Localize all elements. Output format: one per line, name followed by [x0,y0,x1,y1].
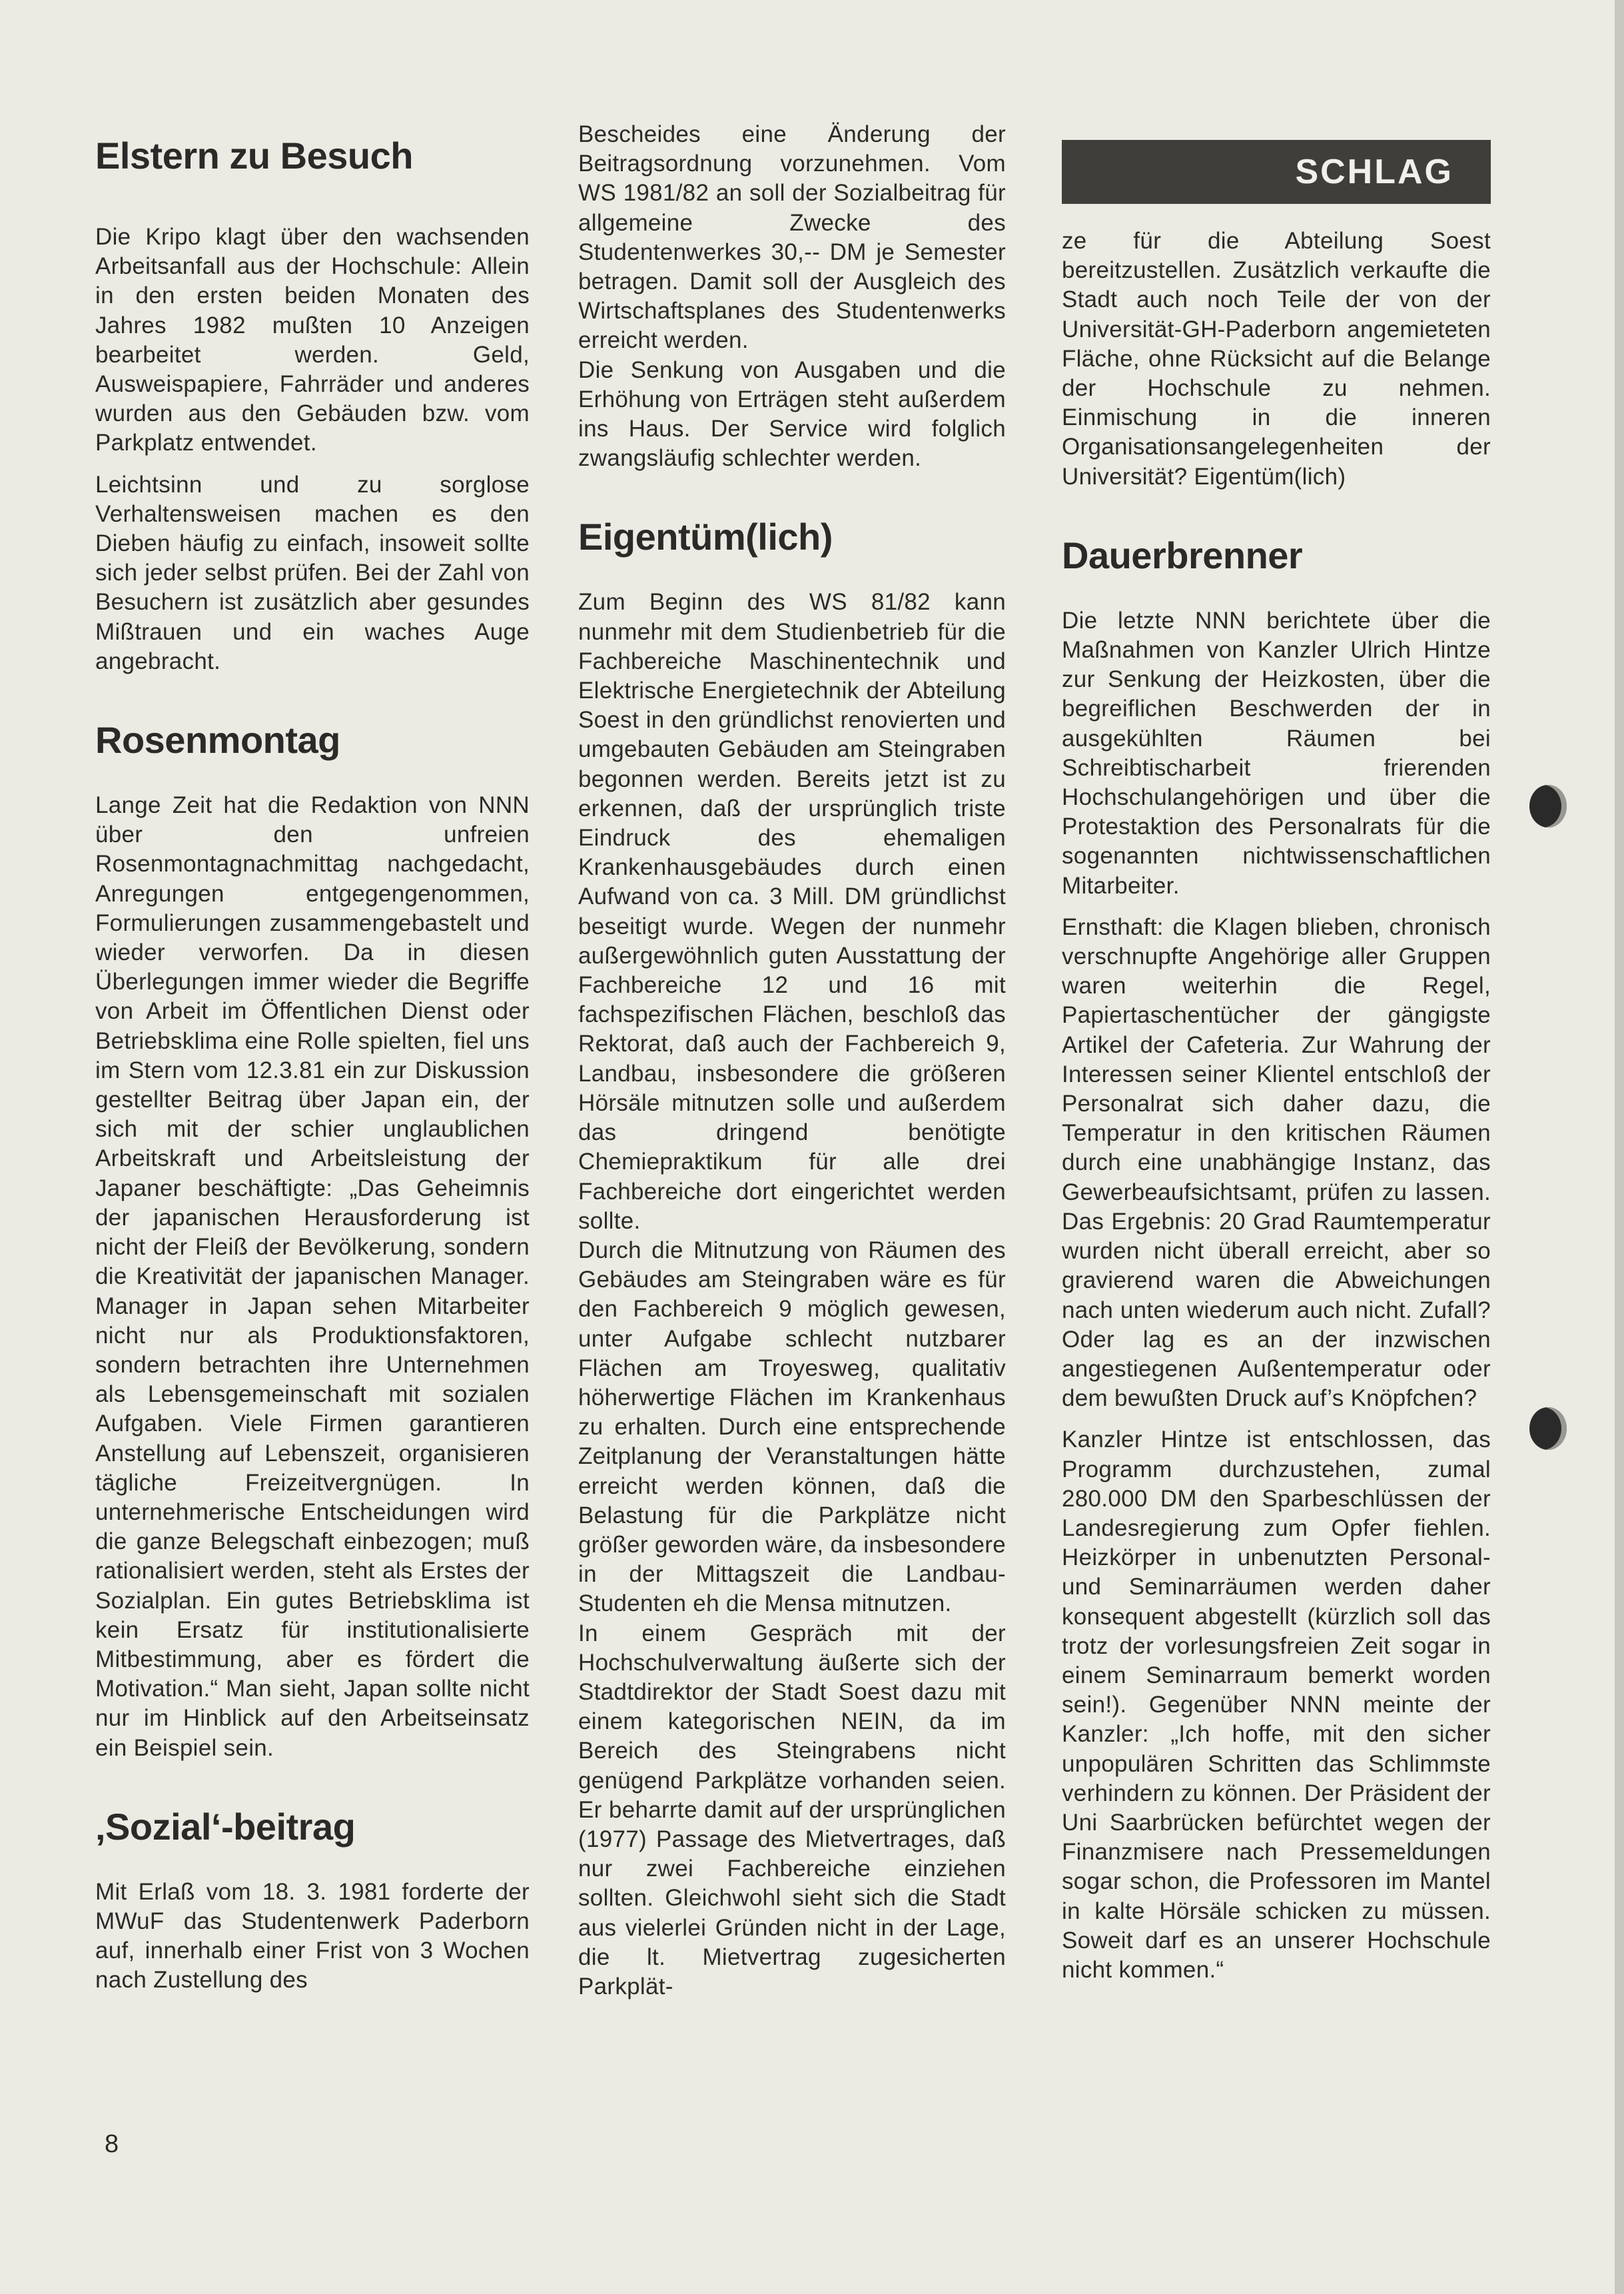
heading-dauerbrenner: Dauerbrenner [1062,534,1303,576]
paragraph-dauerbrenner-2: Ernsthaft: die Klagen blieben, chronisch verschnupfte Angehörige aller Gruppen waren weiterhin die Regel, Papiertaschentücher der gängigste Artikel der Cafeteria. Zur Wahrung der Interessen seiner Klientel entschloß der Personalrat sich daher dazu, die Temperatur in den kritischen Räumen durch eine unabhängige Instanz, das Gewerbeaufsichtsamt, prüfen zu lassen. Das Ergebnis: 20 Grad Raumtemperatur wurden nicht überall erreicht, aber so gravierend waren die Abweichungen nach unten wiederum auch nicht. Zufall? Oder lag es an der inzwischen angestiegenen Außentemperatur oder dem bewußten Druck auf’s Knöpfchen? [1062,913,1491,1412]
paragraph-sozialbeitrag-continued-2: Die Senkung von Ausgaben und die Erhöhung von Erträgen steht außerdem ins Haus. Der Service wird folglich zwangsläufig schlechter werden. [578,356,1006,472]
schlag-banner [1062,140,1491,204]
schlag-banner-label: SCHLAG [1295,153,1453,191]
paragraph-dauerbrenner-1: Die letzte NNN berichtete über die Maßnahmen von Kanzler Ulrich Hintze zur Senkung der Heizkosten, über die begreiflichen Beschwerden der in ausgekühlten Räumen bei Schreibtischarbeit frierenden Hochschulangehörigen und über die Protestaktion des Personalrats für die sogenannten nichtwissenschaftlichen Mitarbeiter. [1062,607,1491,899]
paragraph-dauerbrenner-3: Kanzler Hintze ist entschlossen, das Programm durchzustehen, zumal 280.000 DM den Sparbeschlüssen der Landesregierung zum Opfer fiehlen. Heizkörper in unbenutzten Personal- und Seminarräumen werden daher konsequent abgestellt (kürzlich soll das trotz der vorlesungsfreien Zeit sogar in einem Seminarraum bemerkt worden sein!). Gegenüber NNN meinte der Kanzler: „Ich hoffe, mit den sicher unpopulären Schritten das Schlimmste verhindern zu können. Der Präsident der Uni Saarbrücken befürchtet wegen der Finanzmisere nach Pressemeldungen sogar schon, die Professoren im Mantel in kalte Hörsäle schicken zu müssen. Soweit darf es an unserer Hochschule nicht kommen.“ [1062,1427,1491,1983]
column-1 [95,120,530,1996]
paragraph-elstern-1: Die Kripo klagt über den wachsenden Arbeitsanfall aus der Hochschule: Allein in den ersten beiden Monaten des Jahres 1982 mußten 10 Anzeigen bearbeitet werden. Geld, Ausweispapiere, Fahrräder und anderes wurden aus den Gebäuden bzw. vom Parkplatz entwendet. [95,224,530,456]
column-2 [578,120,1006,2002]
heading-elstern-zu-besuch: Elstern zu Besuch [95,135,413,177]
punch-hole-icon [1529,785,1567,828]
column-3 [1062,120,1491,1997]
page-number: 8 [105,2130,119,2158]
paragraph-eigentuemlich-1: Zum Beginn des WS 81/82 kann nunmehr mit dem Studienbetrieb für die Fachbereiche Maschinentechnik und Elektrische Energietechnik der Abteilung Soest in den gründlichst renovierten und umgebauten Gebäuden am Steingraben begonnen werden. Bereits jetzt ist zu erkennen, daß der ursprünglich triste Eindruck des ehemaligen Krankenhausgebäudes durch einen Aufwand von ca. 3 Mill. DM gründlichst beseitigt wurde. Wegen der nunmehr außergewöhnlich guten Ausstattung der Fachbereiche 12 und 16 mit fachspezifischen Flächen, beschloß das Rektorat, daß auch der Fachbereich 9, Landbau, insbesondere die größeren Hörsäle mitnutzen solle und außerdem das dringend benötigte Chemiepraktikum für alle drei Fachbereiche dort eingerichtet werden sollte. [578,589,1006,1234]
heading-rosenmontag: Rosenmontag [95,719,340,762]
paragraph-eigentuemlich-2: Durch die Mitnutzung von Räumen des Gebäudes am Steingraben wäre es für den Fachbereich 9 möglich gewesen, unter Aufgabe schlecht nutzbarer Flächen am Troyesweg, qualitativ höherwertige Flächen im Krankenhaus zu erhalten. Durch eine entsprechende Zeitplanung der Veranstaltungen hätte erreicht werden können, daß die Belastung für die Parkplätze nicht größer geworden wäre, da insbesondere in der Mittagszeit die Landbau-Studenten eh die Mensa mitnutzen. [578,1237,1006,1617]
heading-eigentuemlich: Eigentüm(lich) [578,516,833,558]
paragraph-sozialbeitrag-continued-1: Bescheides eine Änderung der Beitragsordnung vorzunehmen. Vom WS 1981/82 an soll der Sozialbeitrag für allgemeine Zwecke des Studentenwerkes 30,-- DM je Semester betragen. Damit soll der Ausgleich des Wirtschaftsplanes des Studentenwerks erreicht werden. [578,121,1006,354]
paragraph-eigentuemlich-continued: ze für die Abteilung Soest bereitzustellen. Zusätzlich verkaufte die Stadt auch noch Teile der von der Universität-GH-Paderborn angemieteten Fläche, ohne Rücksicht auf die Belange der Hochschule zu nehmen. Einmischung in die inneren Organisationsangelegenheiten der Universität? Eigentüm(lich) [1062,228,1491,490]
page-edge-shadow [1615,0,1624,2294]
paragraph-elstern-2: Leichtsinn und zu sorglose Verhaltensweisen machen es den Dieben häufig zu einfach, insoweit sollte sich jeder selbst prüfen. Bei der Zahl von Besuchern ist zusätzlich aber gesundes Mißtrauen und ein waches Auge angebracht. [95,471,530,674]
punch-hole-icon [1529,1407,1567,1450]
paragraph-rosenmontag: Lange Zeit hat die Redaktion von NNN über den unfreien Rosenmontagnachmittag nachgedacht, Anregungen entgegengenommen, Formulierungen zusammengebastelt und wieder verworfen. Da in diesen Überlegungen immer wieder die Begriffe von Arbeit im Öffentlichen Dienst oder Betriebsklima eine Rolle spielten, fiel uns im Stern vom 12.3.81 ein zur Diskussion gestellter Beitrag über Japan ein, der sich mit der schier unglaublichen Arbeitskraft und Arbeitsleistung der Japaner beschäftigte: „Das Geheimnis der japanischen Herausforderung ist nicht der Fleiß der Bevölkerung, sondern die Kreativität der japanischen Manager. Manager in Japan sehen Mitarbeiter nicht nur als Produktionsfaktoren, sondern betrachten ihre Unternehmen als Lebensgemeinschaft mit sozialen Aufgaben. Viele Firmen garantieren Anstellung auf Lebenszeit, organisieren tägliche Freizeitvergnügen. In unternehmerische Entscheidungen wird die ganze Belegschaft einbezogen; muß rationalisiert werden, steht als Erstes der Sozialplan. Ein gutes Betriebsklima ist kein Ersatz für institutionalisierte Mitbestimmung, aber es fördert die Motivation.“ Man sieht, Japan sollte nicht nur im Hinblick auf den Arbeitseinsatz ein Beispiel sein. [95,792,530,1761]
heading-sozialbeitrag: ‚Sozial‘-beitrag [95,1805,356,1848]
paragraph-eigentuemlich-3: In einem Gespräch mit der Hochschulverwaltung äußerte sich der Stadtdirektor der Stadt Soest dazu mit einem kategorischen NEIN, da im Bereich des Steingrabens nicht genügend Parkplätze vorhanden seien. Er beharrte damit auf der ursprünglichen (1977) Passage des Mietvertrages, daß nur zwei Fachbereiche einziehen sollten. Gleichwohl sieht sich die Stadt aus vielerlei Gründen nicht in der Lage, die lt. Mietvertrag zugesicherten Parkplät- [578,1620,1006,2000]
paragraph-sozialbeitrag: Mit Erlaß vom 18. 3. 1981 forderte der MWuF das Studentenwerk Paderborn auf, innerhalb einer Frist von 3 Wochen nach Zustellung des [95,1878,530,1994]
